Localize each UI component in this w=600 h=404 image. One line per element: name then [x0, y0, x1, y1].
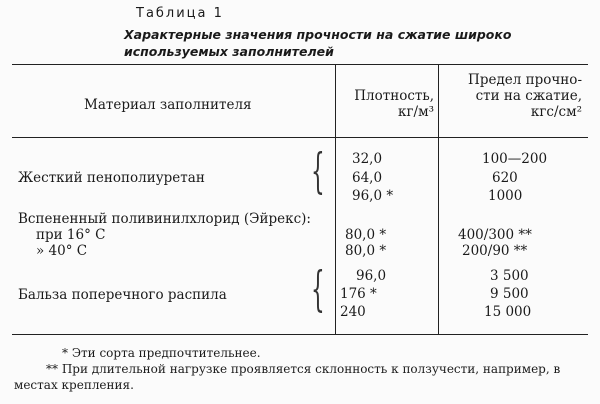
table-label: Таблица 1: [136, 6, 224, 21]
pu-strength-2: 620: [492, 170, 518, 186]
footnote-2-line-1: ** При длительной нагрузке проявляется склонность к ползучести, например, в: [46, 362, 561, 376]
column-divider-1: [335, 64, 336, 334]
header-strength-line-3: кгс/см²: [530, 104, 582, 120]
header-material: Материал заполнителя: [84, 97, 252, 113]
row-polyurethane-name: Жесткий пенополиуретан: [18, 170, 205, 186]
column-divider-2: [438, 64, 439, 334]
row-pvc-name: Вспененный поливинилхлорид (Эйрекс):: [18, 211, 311, 227]
pu-strength-3: 1000: [488, 188, 523, 204]
balsa-strength-3: 15 000: [484, 304, 532, 320]
balsa-strength-2: 9 500: [490, 286, 529, 302]
pvc-16-strength: 400/300 **: [458, 227, 532, 243]
brace-balsa: {: [311, 261, 325, 317]
row-pvc-40-name: » 40° С: [36, 243, 88, 259]
header-density-line-1: Плотность,: [354, 88, 434, 104]
pu-density-2: 64,0: [352, 170, 383, 186]
table-title-line-2: используемых заполнителей: [124, 44, 334, 59]
row-balsa-name: Бальза поперечного распила: [18, 287, 227, 303]
balsa-density-1: 96,0: [356, 268, 387, 284]
pu-strength-1: 100—200: [482, 151, 548, 167]
pvc-40-strength: 200/90 **: [462, 243, 528, 259]
brace-polyurethane: {: [311, 143, 325, 199]
pu-density-3: 96,0 *: [352, 188, 394, 204]
header-density-line-2: кг/м³: [398, 104, 434, 120]
footnote-1: * Эти сорта предпочтительнее.: [62, 346, 261, 360]
balsa-density-3: 240: [340, 304, 366, 320]
header-strength-line-2: сти на сжатие,: [475, 88, 582, 104]
pvc-40-density: 80,0 *: [345, 243, 387, 259]
table-bottom-rule: [12, 334, 588, 335]
header-strength-line-1: Предел прочно-: [468, 72, 582, 88]
pu-density-1: 32,0: [352, 151, 383, 167]
header-bottom-rule: [12, 137, 588, 138]
balsa-strength-1: 3 500: [490, 268, 529, 284]
balsa-density-2: 176 *: [340, 286, 377, 302]
row-pvc-16-name: при 16° С: [36, 227, 106, 243]
table-top-rule: [12, 64, 588, 65]
footnote-2-line-2: местах крепления.: [14, 378, 134, 392]
pvc-16-density: 80,0 *: [345, 227, 387, 243]
table-title-line-1: Характерные значения прочности на сжатие широко: [124, 27, 512, 42]
